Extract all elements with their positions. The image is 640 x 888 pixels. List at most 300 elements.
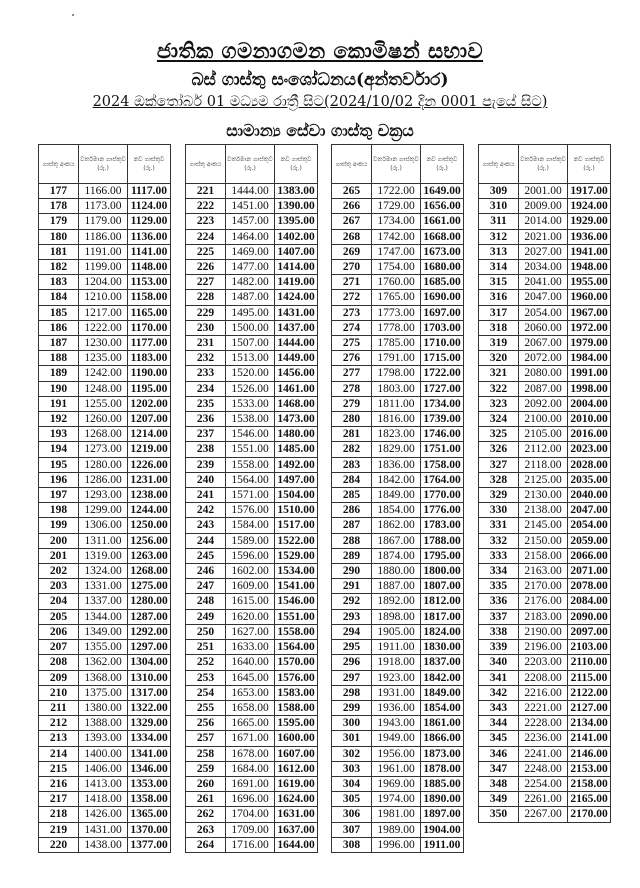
new-fare: 1764.00 (421, 472, 464, 487)
table-row (479, 457, 611, 472)
stage-number: 178 (39, 199, 79, 214)
current-fare: 2087.00 (519, 381, 568, 396)
new-fare: 2122.00 (568, 685, 611, 700)
stage-number: 253 (186, 670, 226, 685)
table-row (186, 275, 318, 290)
new-fare: 1758.00 (421, 457, 464, 472)
table-row (332, 199, 464, 214)
table-row (186, 548, 318, 563)
current-fare: 2190.00 (519, 624, 568, 639)
stage-number: 201 (39, 548, 79, 563)
current-fare: 1911.00 (372, 640, 421, 655)
current-fare: 1620.00 (226, 609, 275, 624)
current-fare: 1949.00 (372, 731, 421, 746)
table-row (39, 792, 171, 807)
stage-number: 274 (332, 320, 372, 335)
document-subtitle: බස් ගාස්තු සංශෝධනය(අන්තර්වාර) (191, 70, 449, 90)
table-row (39, 442, 171, 457)
stage-number: 230 (186, 320, 226, 335)
stage-number: 286 (332, 503, 372, 518)
table-row (39, 381, 171, 396)
stage-number: 259 (186, 761, 226, 776)
fare-rows (39, 184, 171, 853)
stage-number: 311 (479, 214, 519, 229)
current-fare: 2221.00 (519, 700, 568, 715)
current-fare: 2027.00 (519, 244, 568, 259)
table-row (479, 412, 611, 427)
fare-rows (332, 184, 464, 853)
current-fare: 1469.00 (226, 244, 275, 259)
new-fare: 1824.00 (421, 624, 464, 639)
new-fare: 2090.00 (568, 609, 611, 624)
table-row (39, 822, 171, 837)
stage-number: 302 (332, 746, 372, 761)
table-row (332, 442, 464, 457)
stage-number: 211 (39, 700, 79, 715)
current-fare: 1368.00 (79, 670, 128, 685)
stage-number: 309 (479, 184, 519, 199)
new-fare: 1534.00 (275, 564, 318, 579)
new-fare: 1529.00 (275, 548, 318, 563)
stage-number: 278 (332, 381, 372, 396)
table-row (332, 640, 464, 655)
stage-number: 248 (186, 594, 226, 609)
current-fare: 1729.00 (372, 199, 421, 214)
new-fare: 1177.00 (128, 336, 171, 351)
table-header-row (186, 145, 318, 184)
new-fare: 1637.00 (275, 822, 318, 837)
current-fare: 1438.00 (79, 837, 128, 852)
new-fare: 1807.00 (421, 579, 464, 594)
new-fare: 2078.00 (568, 579, 611, 594)
new-fare: 2028.00 (568, 457, 611, 472)
table-row (39, 837, 171, 852)
current-fare: 1742.00 (372, 229, 421, 244)
stage-number: 240 (186, 472, 226, 487)
stage-number: 206 (39, 624, 79, 639)
stage-number: 218 (39, 807, 79, 822)
new-fare: 1715.00 (421, 351, 464, 366)
current-fare: 1306.00 (79, 518, 128, 533)
new-fare: 1644.00 (275, 837, 318, 852)
table-row (479, 472, 611, 487)
table-row (186, 427, 318, 442)
stage-number: 266 (332, 199, 372, 214)
current-fare: 2254.00 (519, 776, 568, 791)
current-fare: 1747.00 (372, 244, 421, 259)
stage-number: 244 (186, 533, 226, 548)
stage-number: 339 (479, 640, 519, 655)
stage-number: 293 (332, 609, 372, 624)
new-fare: 1341.00 (128, 746, 171, 761)
current-fare: 1349.00 (79, 624, 128, 639)
stage-number: 269 (332, 244, 372, 259)
new-fare: 2115.00 (568, 670, 611, 685)
table-row (186, 214, 318, 229)
stage-number: 220 (39, 837, 79, 852)
new-fare: 1703.00 (421, 320, 464, 335)
table-row (39, 640, 171, 655)
current-fare: 1477.00 (226, 260, 275, 275)
table-row (39, 564, 171, 579)
current-fare: 2248.00 (519, 761, 568, 776)
table-row (186, 776, 318, 791)
stage-number: 273 (332, 305, 372, 320)
current-fare: 1217.00 (79, 305, 128, 320)
new-fare: 2047.00 (568, 503, 611, 518)
table-row (39, 199, 171, 214)
new-fare: 1929.00 (568, 214, 611, 229)
stage-number: 326 (479, 442, 519, 457)
table-row (479, 275, 611, 290)
table-row (332, 366, 464, 381)
table-row (479, 564, 611, 579)
current-fare: 1576.00 (226, 503, 275, 518)
current-fare: 2034.00 (519, 260, 568, 275)
table-row (39, 184, 171, 199)
current-fare: 1842.00 (372, 472, 421, 487)
table-row (39, 457, 171, 472)
table-row (39, 412, 171, 427)
current-fare: 1533.00 (226, 396, 275, 411)
current-fare: 2047.00 (519, 290, 568, 305)
current-fare: 1199.00 (79, 260, 128, 275)
new-fare: 1263.00 (128, 548, 171, 563)
table-row (39, 716, 171, 731)
current-fare: 1173.00 (79, 199, 128, 214)
table-row (39, 533, 171, 548)
stage-number: 185 (39, 305, 79, 320)
table-row (479, 807, 611, 822)
stage-number: 217 (39, 792, 79, 807)
new-fare: 2059.00 (568, 533, 611, 548)
table-row (332, 381, 464, 396)
table-row (39, 700, 171, 715)
current-fare: 1571.00 (226, 488, 275, 503)
stage-number: 334 (479, 564, 519, 579)
stage-number: 315 (479, 275, 519, 290)
table-row (186, 184, 318, 199)
new-fare: 1600.00 (275, 731, 318, 746)
new-fare: 1917.00 (568, 184, 611, 199)
new-fare: 1117.00 (128, 184, 171, 199)
new-fare: 1770.00 (421, 488, 464, 503)
stage-number: 310 (479, 199, 519, 214)
current-fare: 1179.00 (79, 214, 128, 229)
current-fare: 1388.00 (79, 716, 128, 731)
stage-number: 191 (39, 396, 79, 411)
stage-number: 336 (479, 594, 519, 609)
new-fare: 1583.00 (275, 685, 318, 700)
table-row (479, 442, 611, 457)
new-fare: 1588.00 (275, 700, 318, 715)
current-fare: 2196.00 (519, 640, 568, 655)
stage-number: 340 (479, 655, 519, 670)
header-current-fare: වර්තමාන ගාස්තුව (රු.) (226, 145, 275, 184)
stage-number: 249 (186, 609, 226, 624)
table-row (332, 457, 464, 472)
new-fare: 1390.00 (275, 199, 318, 214)
new-fare: 1564.00 (275, 640, 318, 655)
current-fare: 1696.00 (226, 792, 275, 807)
new-fare: 1414.00 (275, 260, 318, 275)
new-fare: 1195.00 (128, 381, 171, 396)
new-fare: 1346.00 (128, 761, 171, 776)
stage-number: 202 (39, 564, 79, 579)
new-fare: 1377.00 (128, 837, 171, 852)
table-row (39, 609, 171, 624)
current-fare: 1898.00 (372, 609, 421, 624)
new-fare: 1304.00 (128, 655, 171, 670)
fare-table-column-4 (478, 144, 611, 823)
current-fare: 1709.00 (226, 822, 275, 837)
table-row (39, 472, 171, 487)
table-row (186, 761, 318, 776)
new-fare: 1631.00 (275, 807, 318, 822)
new-fare: 1788.00 (421, 533, 464, 548)
table-row (332, 822, 464, 837)
table-row (39, 351, 171, 366)
table-row (479, 685, 611, 700)
table-row (332, 214, 464, 229)
table-row (332, 746, 464, 761)
header-stage: ගාස්තු අංකය (39, 145, 79, 184)
new-fare: 1419.00 (275, 275, 318, 290)
new-fare: 1878.00 (421, 761, 464, 776)
fare-table-column-1 (38, 144, 171, 853)
current-fare: 1602.00 (226, 564, 275, 579)
table-row (186, 564, 318, 579)
new-fare: 1776.00 (421, 503, 464, 518)
current-fare: 1222.00 (79, 320, 128, 335)
new-fare: 2004.00 (568, 396, 611, 411)
new-fare: 2110.00 (568, 655, 611, 670)
new-fare: 1238.00 (128, 488, 171, 503)
current-fare: 1974.00 (372, 792, 421, 807)
table-row (479, 640, 611, 655)
table-row (186, 640, 318, 655)
table-row (332, 609, 464, 624)
new-fare: 1456.00 (275, 366, 318, 381)
table-row (479, 199, 611, 214)
new-fare: 2040.00 (568, 488, 611, 503)
fare-rows (186, 184, 318, 853)
current-fare: 1293.00 (79, 488, 128, 503)
current-fare: 1564.00 (226, 472, 275, 487)
stage-number: 243 (186, 518, 226, 533)
new-fare: 1153.00 (128, 275, 171, 290)
current-fare: 1551.00 (226, 442, 275, 457)
table-row (39, 488, 171, 503)
new-fare: 1129.00 (128, 214, 171, 229)
new-fare: 1649.00 (421, 184, 464, 199)
stage-number: 298 (332, 685, 372, 700)
table-row (332, 488, 464, 503)
new-fare: 1449.00 (275, 351, 318, 366)
table-row (479, 351, 611, 366)
table-row (479, 670, 611, 685)
current-fare: 2060.00 (519, 320, 568, 335)
current-fare: 1665.00 (226, 716, 275, 731)
stage-number: 271 (332, 275, 372, 290)
stage-number: 343 (479, 700, 519, 715)
new-fare: 1734.00 (421, 396, 464, 411)
current-fare: 1464.00 (226, 229, 275, 244)
stage-number: 247 (186, 579, 226, 594)
new-fare: 1468.00 (275, 396, 318, 411)
new-fare: 1998.00 (568, 381, 611, 396)
current-fare: 1981.00 (372, 807, 421, 822)
stage-number: 346 (479, 746, 519, 761)
new-fare: 1739.00 (421, 412, 464, 427)
stage-number: 329 (479, 488, 519, 503)
current-fare: 1324.00 (79, 564, 128, 579)
new-fare: 1955.00 (568, 275, 611, 290)
new-fare: 1960.00 (568, 290, 611, 305)
current-fare: 1836.00 (372, 457, 421, 472)
current-fare: 1204.00 (79, 275, 128, 290)
fare-table-column-3 (331, 144, 464, 853)
new-fare: 1924.00 (568, 199, 611, 214)
table-row (186, 290, 318, 305)
new-fare: 1576.00 (275, 670, 318, 685)
current-fare: 1969.00 (372, 776, 421, 791)
current-fare: 1596.00 (226, 548, 275, 563)
current-fare: 2054.00 (519, 305, 568, 320)
stage-number: 262 (186, 807, 226, 822)
new-fare: 1214.00 (128, 427, 171, 442)
stage-number: 267 (332, 214, 372, 229)
table-row (332, 427, 464, 442)
table-row (479, 731, 611, 746)
current-fare: 2021.00 (519, 229, 568, 244)
stage-number: 289 (332, 548, 372, 563)
stage-number: 252 (186, 655, 226, 670)
current-fare: 1210.00 (79, 290, 128, 305)
new-fare: 2084.00 (568, 594, 611, 609)
stage-number: 316 (479, 290, 519, 305)
table-row (479, 761, 611, 776)
new-fare: 1984.00 (568, 351, 611, 366)
current-fare: 1337.00 (79, 594, 128, 609)
new-fare: 1219.00 (128, 442, 171, 457)
new-fare: 1812.00 (421, 594, 464, 609)
new-fare: 1329.00 (128, 716, 171, 731)
current-fare: 2009.00 (519, 199, 568, 214)
new-fare: 1751.00 (421, 442, 464, 457)
table-row (332, 229, 464, 244)
table-row (332, 700, 464, 715)
new-fare: 2016.00 (568, 427, 611, 442)
table-row (479, 579, 611, 594)
stage-number: 192 (39, 412, 79, 427)
current-fare: 1936.00 (372, 700, 421, 715)
current-fare: 1887.00 (372, 579, 421, 594)
table-row (186, 807, 318, 822)
stage-number: 229 (186, 305, 226, 320)
table-row (39, 579, 171, 594)
stage-number: 335 (479, 579, 519, 594)
new-fare: 2165.00 (568, 792, 611, 807)
table-row (39, 244, 171, 259)
new-fare: 1402.00 (275, 229, 318, 244)
stage-number: 292 (332, 594, 372, 609)
current-fare: 1331.00 (79, 579, 128, 594)
table-row (479, 609, 611, 624)
table-row (39, 214, 171, 229)
stage-number: 320 (479, 351, 519, 366)
new-fare: 1136.00 (128, 229, 171, 244)
table-row (332, 351, 464, 366)
stage-number: 207 (39, 640, 79, 655)
table-row (186, 457, 318, 472)
table-row (39, 366, 171, 381)
stage-number: 189 (39, 366, 79, 381)
stage-number: 210 (39, 685, 79, 700)
current-fare: 2145.00 (519, 518, 568, 533)
current-fare: 1627.00 (226, 624, 275, 639)
stage-number: 313 (479, 244, 519, 259)
current-fare: 1589.00 (226, 533, 275, 548)
new-fare: 1370.00 (128, 822, 171, 837)
current-fare: 2208.00 (519, 670, 568, 685)
table-row (332, 275, 464, 290)
table-row (186, 792, 318, 807)
stage-number: 318 (479, 320, 519, 335)
new-fare: 1722.00 (421, 366, 464, 381)
stage-number: 327 (479, 457, 519, 472)
fare-rows (479, 184, 611, 823)
new-fare: 1317.00 (128, 685, 171, 700)
stage-number: 195 (39, 457, 79, 472)
new-fare: 1668.00 (421, 229, 464, 244)
stage-number: 250 (186, 624, 226, 639)
table-row (332, 184, 464, 199)
current-fare: 1362.00 (79, 655, 128, 670)
stage-number: 337 (479, 609, 519, 624)
table-row (39, 746, 171, 761)
new-fare: 1904.00 (421, 822, 464, 837)
current-fare: 1874.00 (372, 548, 421, 563)
stage-number: 264 (186, 837, 226, 852)
current-fare: 2118.00 (519, 457, 568, 472)
document-title: ජාතික ගමනාගමන කොමිෂන් සභාව (156, 38, 484, 63)
new-fare: 1517.00 (275, 518, 318, 533)
table-row (479, 381, 611, 396)
current-fare: 2138.00 (519, 503, 568, 518)
stage-number: 184 (39, 290, 79, 305)
current-fare: 1829.00 (372, 442, 421, 457)
table-row (186, 488, 318, 503)
table-row (39, 290, 171, 305)
table-row (186, 716, 318, 731)
current-fare: 1495.00 (226, 305, 275, 320)
stage-number: 347 (479, 761, 519, 776)
table-row (186, 700, 318, 715)
table-row (332, 396, 464, 411)
table-row (479, 214, 611, 229)
new-fare: 1231.00 (128, 472, 171, 487)
table-row (39, 685, 171, 700)
stage-number: 180 (39, 229, 79, 244)
current-fare: 1760.00 (372, 275, 421, 290)
new-fare: 1510.00 (275, 503, 318, 518)
current-fare: 1406.00 (79, 761, 128, 776)
stage-number: 181 (39, 244, 79, 259)
header-current-fare: වර්තමාන ගාස්තුව (රු.) (79, 145, 128, 184)
current-fare: 1242.00 (79, 366, 128, 381)
new-fare: 1710.00 (421, 336, 464, 351)
